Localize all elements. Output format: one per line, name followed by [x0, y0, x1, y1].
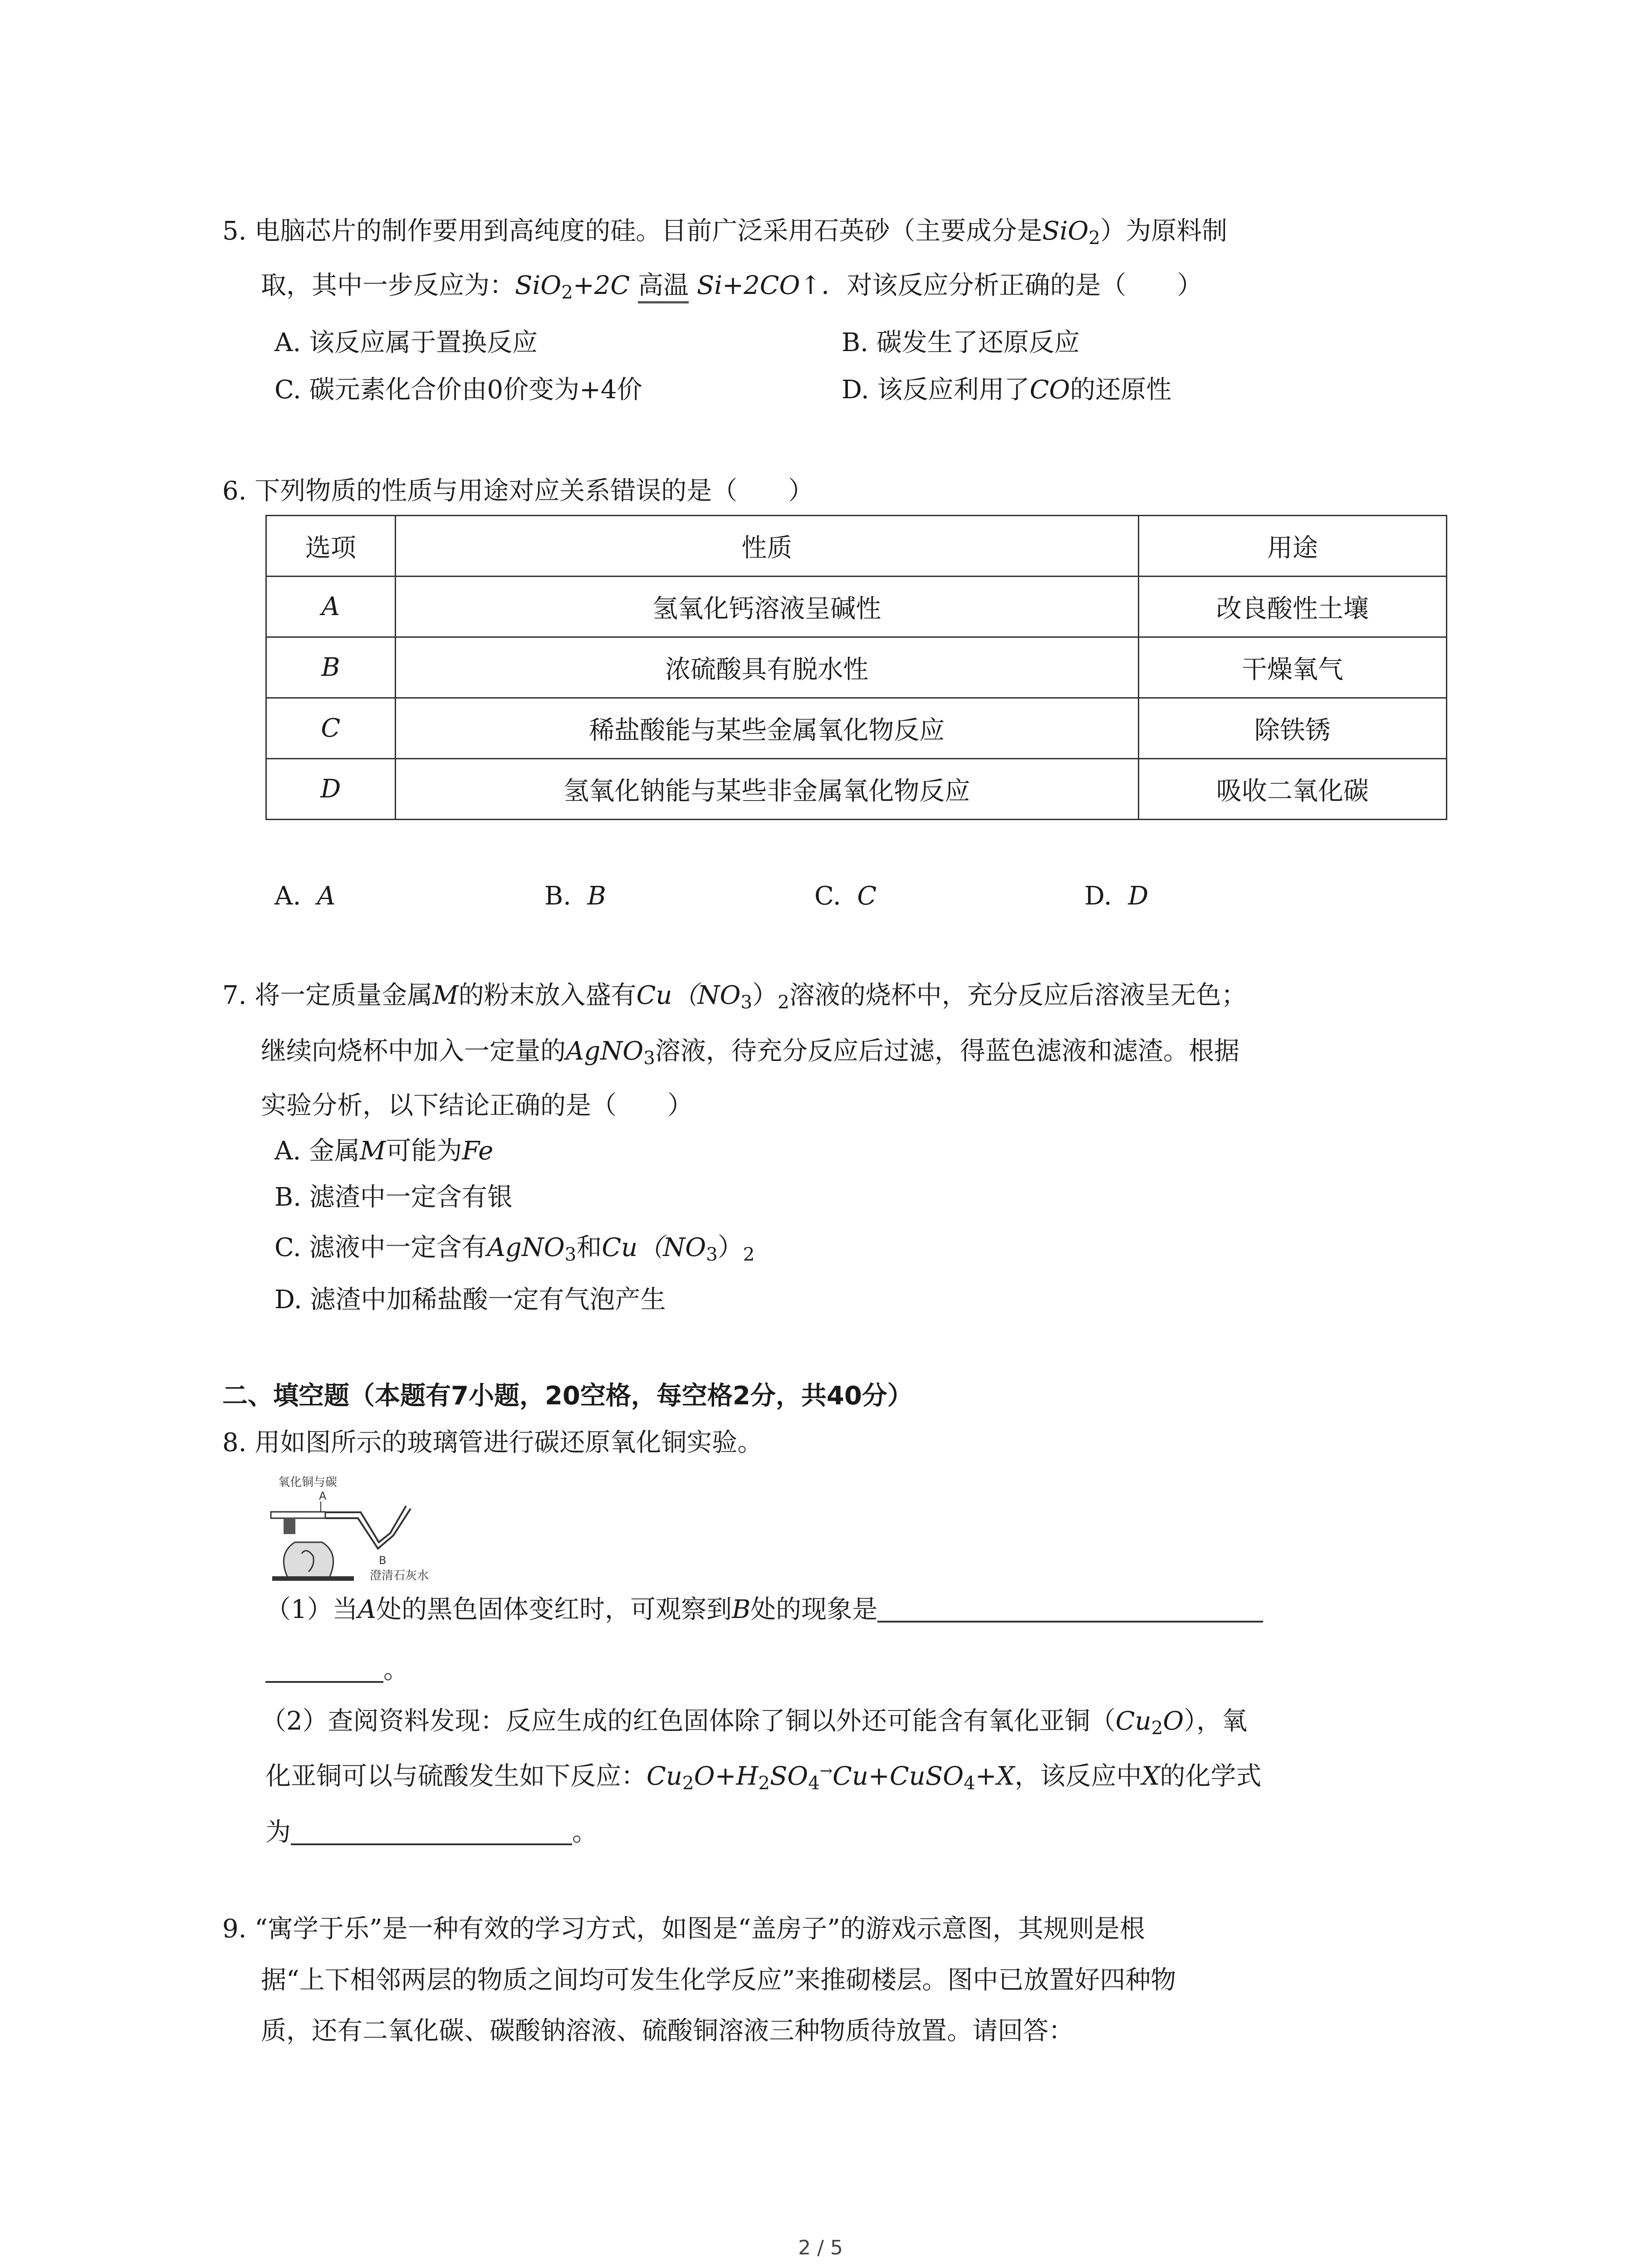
table-cell: A [266, 577, 396, 637]
q8-part1-cont: 。 [265, 1656, 409, 1683]
table-cell: 除铁锈 [1138, 698, 1446, 759]
base-icon [272, 1576, 354, 1581]
table-header-cell: 性质 [395, 516, 1138, 577]
q7-option-d: D. 滤渣中加稀盐酸一定有气泡产生 [274, 1285, 666, 1315]
q7-option-b: B. 滤渣中一定含有银 [274, 1183, 513, 1212]
diagram-label-top: 氧化铜与碳 [278, 1476, 338, 1489]
q9-line1: 9. “寓学于乐”是一种有效的学习方式，如图是“盖房子”的游戏示意图，其规则是根 [222, 1914, 1145, 1944]
clamp-icon [284, 1518, 295, 1534]
table-row [266, 577, 1447, 637]
q7-option-c: C. 滤液中一定含有AgNO$_3$和$Cu(NO_3)_2$ [274, 1233, 755, 1266]
table-cell: 氢氧化钠能与某些非金属氧化物反应 [395, 759, 1138, 820]
answer-blank[interactable] [877, 1595, 1263, 1623]
q5-option-c: C. 碳元素化合价由0价变为+4价 [274, 375, 642, 405]
table-header-row [266, 516, 1447, 577]
table-cell: 氢氧化钙溶液呈碱性 [395, 577, 1138, 637]
q8-part2-line2: 化亚铜可以与硫酸发生如下反应：$Cu_2O+H_2SO_4^\to Cu+CuSO_4+X$，该反应中X的化学式 [265, 1761, 1262, 1794]
table-header-cell: 选项 [266, 516, 396, 577]
table-cell: D [266, 759, 396, 820]
q6-option-c: C. C [814, 881, 877, 911]
q6-option-d: D. D [1084, 881, 1149, 911]
q6-stem: 6. 下列物质的性质与用途对应关系错误的是（ ） [222, 476, 814, 506]
alcohol-lamp-icon [284, 1542, 333, 1579]
table-cell: 稀盐酸能与某些金属氧化物反应 [395, 698, 1138, 759]
q8-part2-line1: （2）查阅资料发现：反应生成的红色固体除了铜以外还可能含有氧化亚铜$(Cu_2O)$，氧 [261, 1706, 1248, 1739]
q5-line1: 5. 电脑芯片的制作要用到高纯度的硅。目前广泛采用石英砂（主要成分是SiO$_2$）为原料制 [222, 216, 1228, 249]
glass-tube-icon [271, 1512, 325, 1518]
answer-blank[interactable] [265, 1656, 383, 1683]
bent-tube-icon [325, 1506, 406, 1542]
properties-table [265, 515, 1447, 820]
section-heading: 二、填空题（本题有7小题，20空格，每空格2分，共40分） [222, 1381, 913, 1411]
q5-line2: 取，其中一步反应为：SiO$_2$+2C 高温 Si+2CO↑．对该反应分析正确的是（ ） [261, 271, 1203, 303]
table-cell: 浓硫酸具有脱水性 [395, 637, 1138, 698]
table-row [266, 637, 1447, 698]
page-number: 2 / 5 [798, 2236, 843, 2259]
q5-option-b: B. 碳发生了还原反应 [842, 328, 1080, 357]
table-row [266, 698, 1447, 759]
diagram-label-bottom: 澄清石灰水 [370, 1569, 429, 1583]
diagram-label-b: B [379, 1554, 387, 1567]
q9-line3: 质，还有二氧化碳、碳酸钠溶液、硫酸铜溶液三种物质待放置。请回答： [261, 2016, 1074, 2046]
q8-stem: 8. 用如图所示的玻璃管进行碳还原氧化铜实验。 [222, 1428, 763, 1457]
table-row [266, 759, 1447, 820]
q8-part1: （1）当A处的黑色固体变红时，可观察到B处的现象是 [265, 1595, 1263, 1623]
table-cell: C [266, 698, 396, 759]
q9-line2: 据“上下相邻两层的物质之间均可发生化学反应”来推砌楼层。图中已放置好四种物 [261, 1965, 1176, 1995]
q8-part2-line3: 为 。 [265, 1818, 598, 1847]
diagram-label-a: A [319, 1490, 327, 1502]
glass-tube-diagram [270, 1474, 433, 1597]
table-cell: B [266, 637, 396, 698]
reaction-condition: 高温 [638, 273, 689, 303]
q7-line2: 继续向烧杯中加入一定量的AgNO$_3$溶液，待充分反应后过滤，得蓝色滤液和滤渣。根据 [261, 1036, 1239, 1069]
q7-option-a: A. 金属M可能为Fe [274, 1136, 494, 1166]
q6-option-a: A. A [274, 881, 336, 911]
table-cell: 吸收二氧化碳 [1138, 759, 1446, 820]
q6-option-b: B. B [544, 881, 606, 911]
table-header-cell: 用途 [1138, 516, 1446, 577]
q7-line3: 实验分析，以下结论正确的是（ ） [261, 1091, 693, 1120]
answer-blank[interactable] [291, 1818, 572, 1845]
table-cell: 干燥氧气 [1138, 637, 1446, 698]
q5-option-d: D. 该反应利用了CO的还原性 [842, 375, 1172, 405]
table-cell: 改良酸性土壤 [1138, 577, 1446, 637]
q7-line1: 7. 将一定质量金属M的粉末放入盛有$Cu(NO_3)_2$溶液的烧杯中，充分反应后溶液呈无色； [222, 981, 1247, 1013]
q5-option-a: A. 该反应属于置换反应 [274, 328, 538, 357]
